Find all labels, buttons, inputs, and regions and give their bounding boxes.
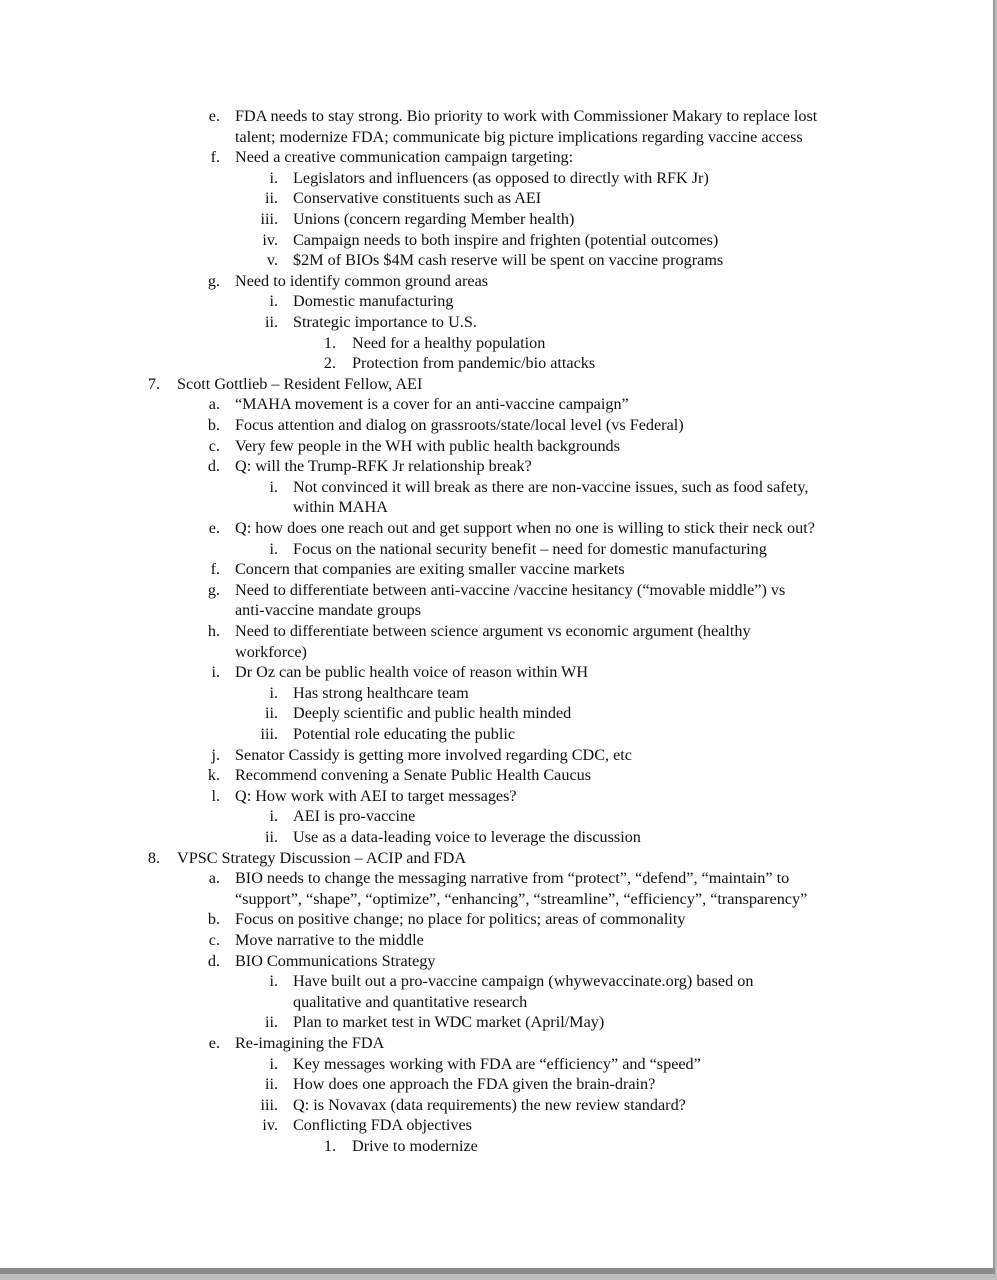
item-text: $2M of BIOs $4M cash reserve will be spent on vaccine programs (293, 251, 724, 270)
list-marker: 8. (147, 848, 160, 867)
item-text: Use as a data-leading voice to leverage the discussion (293, 828, 641, 846)
list-marker: d. (207, 951, 220, 970)
list-marker: k. (207, 766, 220, 785)
item-text: Dr Oz can be public health voice of reason within WH (235, 663, 589, 682)
item-text: FDA needs to stay strong. Bio priority to work with Commissioner Makary to replace lost (235, 107, 818, 125)
list-marker: ii. (264, 1013, 278, 1032)
list-marker: b. (207, 416, 220, 434)
item-text: Focus on positive change; no place for politics; areas of commonality (235, 910, 686, 929)
list-marker: 1. (323, 333, 336, 352)
list-marker: g. (207, 580, 220, 599)
item-text: “support”, “shape”, “optimize”, “enhancing”, “streamline”, “efficiency”, “transparency” (235, 889, 808, 908)
item-text: How does one approach the FDA given the brain-drain? (293, 1075, 656, 1094)
item-text: Need for a healthy population (352, 333, 546, 352)
item-text: Recommend convening a Senate Public Health Caucus (235, 766, 592, 785)
item-text: Focus on the national security benefit – need for domestic manufacturing (293, 539, 767, 558)
list-marker: i. (269, 1054, 278, 1073)
list-marker: ii. (264, 704, 278, 723)
list-marker: i. (269, 292, 278, 311)
list-marker: ii. (264, 313, 278, 331)
list-marker: c. (208, 436, 220, 455)
item-text: Concern that companies are exiting smaller vaccine markets (235, 560, 625, 579)
list-marker: iv. (262, 230, 278, 249)
item-text: Very few people in the WH with public health backgrounds (235, 436, 620, 455)
item-text: Re-imagining the FDA (235, 1034, 385, 1052)
list-marker: 1. (323, 1137, 336, 1155)
item-text: Q: how does one reach out and get support when no one is willing to stick their neck out? (235, 519, 815, 537)
list-marker: g. (207, 271, 220, 290)
list-marker: iii. (260, 725, 278, 743)
list-marker: ii. (264, 189, 278, 208)
item-text: Strategic importance to U.S. (293, 313, 477, 331)
list-marker: 7. (147, 374, 160, 393)
list-marker: j. (211, 745, 220, 764)
item-text: “MAHA movement is a cover for an anti-vaccine campaign” (235, 395, 629, 414)
list-marker: i. (269, 972, 278, 991)
list-marker: 2. (323, 354, 336, 373)
list-marker: b. (207, 910, 220, 929)
item-text: Not convinced it will break as there are non-vaccine issues, such as food safety, (293, 477, 809, 496)
item-text: Need to identify common ground areas (235, 271, 489, 290)
item-text: workforce) (235, 642, 307, 661)
item-text: Q: How work with AEI to target messages? (235, 786, 517, 805)
list-marker: iii. (260, 1095, 278, 1114)
item-text: Key messages working with FDA are “efficiency” and “speed” (293, 1054, 701, 1073)
item-text: Deeply scientific and public health minded (293, 704, 572, 723)
item-text: Legislators and influencers (as opposed to directly with RFK Jr) (293, 168, 709, 187)
item-text: Have built out a pro-vaccine campaign (whywevaccinate.org) based on (293, 972, 754, 991)
item-text: Q: will the Trump-RFK Jr relationship break? (235, 457, 532, 476)
list-marker: i. (269, 683, 278, 702)
list-marker: ii. (264, 1075, 278, 1094)
item-text: Protection from pandemic/bio attacks (352, 354, 596, 373)
item-text: BIO Communications Strategy (235, 951, 436, 970)
item-text: Scott Gottlieb – Resident Fellow, AEI (177, 374, 423, 393)
list-marker: i. (211, 663, 220, 682)
list-marker: iii. (260, 210, 278, 228)
list-marker: f. (210, 148, 220, 167)
list-marker: e. (208, 107, 220, 125)
list-marker: i. (269, 477, 278, 496)
item-text: Conservative constituents such as AEI (293, 189, 542, 208)
list-marker: f. (210, 560, 220, 579)
item-text: Domestic manufacturing (293, 292, 454, 311)
item-text: Drive to modernize (352, 1137, 478, 1155)
item-text: Need to differentiate between anti-vaccine /vaccine hesitancy (“movable middle”) vs (235, 580, 786, 599)
item-text: Q: is Novavax (data requirements) the new review standard? (293, 1095, 686, 1114)
item-text: talent; modernize FDA; communicate big picture implications regarding vaccine access (235, 127, 803, 146)
item-text: Unions (concern regarding Member health) (293, 210, 575, 228)
item-text: anti-vaccine mandate groups (235, 601, 422, 620)
list-marker: a. (208, 869, 220, 888)
item-text: Need a creative communication campaign targeting: (235, 148, 574, 167)
list-marker: h. (207, 622, 220, 640)
item-text: VPSC Strategy Discussion – ACIP and FDA (177, 848, 467, 867)
item-text: within MAHA (293, 498, 388, 517)
item-text: AEI is pro-vaccine (293, 807, 416, 826)
item-text: Campaign needs to both inspire and frighten (potential outcomes) (293, 230, 719, 249)
item-text: BIO needs to change the messaging narrative from “protect”, “defend”, “maintain” to (235, 869, 790, 888)
item-text: Need to differentiate between science argument vs economic argument (healthy (235, 622, 751, 640)
list-marker: ii. (264, 828, 278, 846)
list-marker: l. (211, 786, 220, 805)
list-marker: c. (208, 931, 220, 949)
list-marker: iv. (262, 1116, 278, 1135)
list-marker: e. (208, 519, 220, 537)
item-text: Move narrative to the middle (235, 931, 424, 949)
item-text: Potential role educating the public (293, 725, 516, 743)
item-text: Conflicting FDA objectives (293, 1116, 472, 1135)
list-marker: v. (266, 251, 278, 270)
item-text: qualitative and quantitative research (293, 992, 528, 1011)
list-marker: a. (208, 395, 220, 414)
list-marker: e. (208, 1034, 220, 1052)
list-marker: i. (269, 807, 278, 826)
list-marker: i. (269, 539, 278, 558)
item-text: Senator Cassidy is getting more involved regarding CDC, etc (235, 745, 632, 764)
list-marker: d. (207, 457, 220, 476)
item-text: Has strong healthcare team (293, 683, 469, 702)
item-text: Focus attention and dialog on grassroots/state/local level (vs Federal) (235, 416, 684, 434)
item-text: Plan to market test in WDC market (April/May) (293, 1013, 605, 1032)
list-marker: i. (269, 168, 278, 187)
